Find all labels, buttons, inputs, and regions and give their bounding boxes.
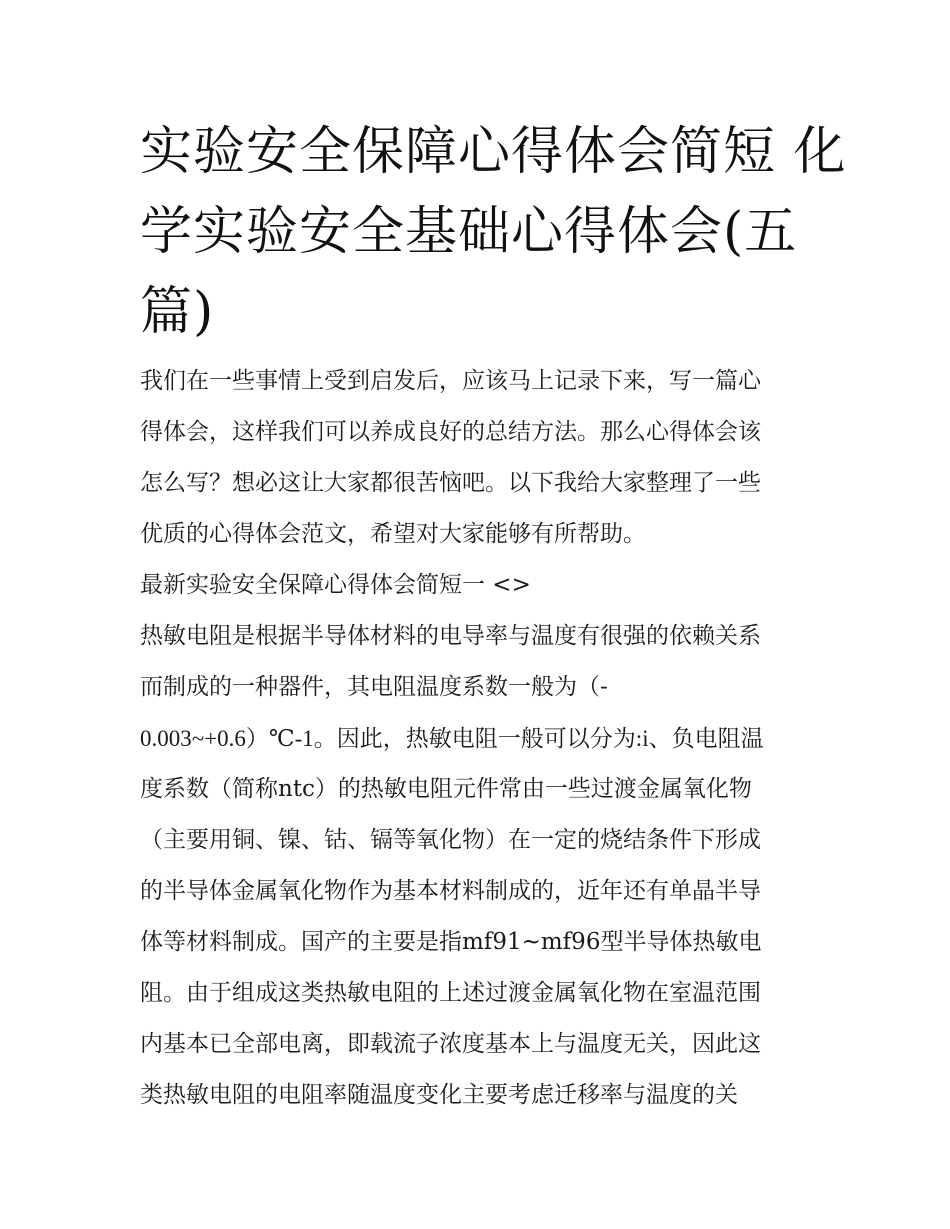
body-paragraph-line: 内基本已全部电离，即载流子浓度基本上与温度无关，因此这	[140, 1031, 761, 1057]
intro-paragraph-line: 怎么写？想必这让大家都很苦恼吧。以下我给大家整理了一些	[140, 470, 761, 496]
body-paragraph-line: 热敏电阻是根据半导体材料的电导率与温度有很强的依赖关系	[140, 623, 761, 649]
intro-paragraph-line: 得体会，这样我们可以养成良好的总结方法。那么心得体会该	[140, 419, 761, 445]
body-paragraph-line: 阻。由于组成这类热敏电阻的上述过渡金属氧化物在室温范围	[140, 980, 761, 1006]
body-paragraph-line: （主要用铜、镍、钴、镉等氧化物）在一定的烧结条件下形成	[140, 827, 761, 853]
document-body	[140, 356, 830, 1121]
document-title	[140, 112, 847, 352]
title-line: 实验安全保障心得体会简短 化	[140, 122, 847, 182]
section-heading: 最新实验安全保障心得体会简短一 <>	[140, 572, 531, 598]
title-line: 篇)	[140, 282, 215, 342]
body-paragraph-line: 类热敏电阻的电阻率随温度变化主要考虑迁移率与温度的关	[140, 1082, 738, 1108]
body-paragraph-line: 度系数（简称ntc）的热敏电阻元件常由一些过渡金属氧化物	[140, 776, 752, 802]
intro-paragraph-line: 我们在一些事情上受到启发后，应该马上记录下来，写一篇心	[140, 368, 761, 394]
body-paragraph-line: 的半导体金属氧化物作为基本材料制成的，近年还有单晶半导	[140, 878, 761, 904]
body-paragraph-line: 体等材料制成。国产的主要是指mf91~mf96型半导体热敏电	[140, 929, 762, 955]
body-paragraph-line: 而制成的一种器件，其电阻温度系数一般为（-	[140, 674, 608, 700]
title-line: 学实验安全基础心得体会(五	[140, 202, 798, 262]
body-paragraph-line: 0.003~+0.6）℃-1。因此，热敏电阻一般可以分为:i、负电阻温	[140, 726, 764, 751]
intro-paragraph-line: 优质的心得体会范文，希望对大家能够有所帮助。	[140, 521, 646, 547]
